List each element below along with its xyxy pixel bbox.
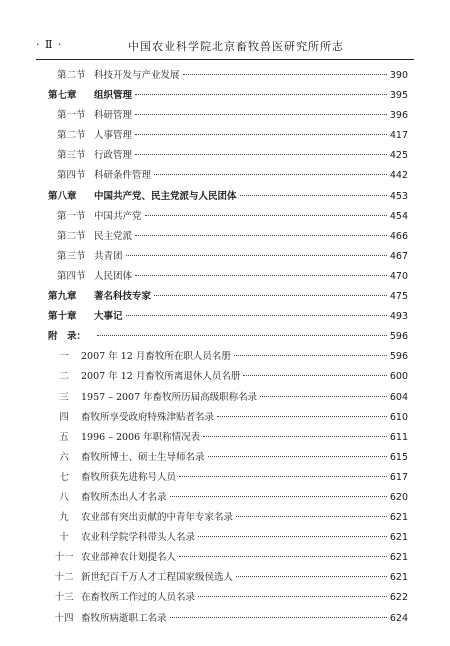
toc-entry-page: 615 [389,451,408,463]
toc-entry-page: 604 [389,391,408,403]
toc-entry [48,409,408,429]
toc-entry-title: 中国共产党、民主党派与人民团体 [94,190,237,202]
toc-entry-title: 中国共产党 [94,210,142,222]
toc-entry-number: 六 [59,451,69,463]
toc-entry [48,389,408,409]
dot-leader [145,215,387,216]
running-title: 中国农业科学院北京畜牧兽医研究所所志 [128,40,344,53]
dot-leader [154,174,387,175]
dot-leader [203,436,387,437]
toc-entry [48,569,408,589]
toc-entry-title: 组织管理 [94,90,133,102]
dot-leader [183,74,387,75]
dot-leader [236,516,387,517]
toc-entry [48,449,408,469]
toc-entry-number: 第三节 [57,150,86,162]
toc-entry-number: 第四节 [57,170,86,182]
dot-leader [135,114,387,115]
toc-entry [48,248,408,268]
toc-entry-title: 共青团 [94,250,123,262]
toc-entry-page: 442 [389,170,408,182]
toc-entry-page: 493 [389,311,408,323]
toc-entry [48,67,408,87]
toc-entry [48,348,408,368]
toc-entry [48,107,408,127]
dot-leader [154,295,387,296]
toc-entry-number: 十四 [54,612,74,624]
toc-entry-number: 第四节 [57,270,86,282]
page-number: · Ⅱ · [36,38,63,51]
toc-entry-page: 466 [389,230,408,242]
toc-entry [48,308,408,328]
table-of-contents [48,67,408,630]
toc-entry [48,87,408,107]
toc-entry [48,469,408,489]
toc-entry-title: 2007 年 12 月畜牧所在职人员名册 [81,351,231,363]
toc-entry-number: 第八章 [48,190,77,202]
toc-entry-number: 十二 [54,572,74,584]
toc-entry-number: 第二节 [57,230,86,242]
toc-entry [48,489,408,509]
toc-entry [48,228,408,248]
toc-entry-page: 621 [389,532,408,544]
dot-leader [170,617,387,618]
dot-leader [170,496,387,497]
dot-leader [126,255,387,256]
dot-leader [243,375,387,376]
toc-entry-number: 第九章 [48,291,77,303]
dot-leader [198,596,387,597]
toc-entry-page: 617 [389,471,408,483]
toc-entry-number: 二 [59,371,69,383]
toc-entry [48,328,408,348]
toc-entry-page: 417 [389,130,408,142]
toc-entry-title: 畜牧所享受政府特殊津贴者名录 [81,411,215,423]
toc-entry-title: 畜牧所获先进称号人员 [81,471,177,483]
dot-leader [126,315,387,316]
toc-entry-title: 民主党派 [94,230,133,242]
toc-entry-page: 624 [389,612,408,624]
toc-entry-title: 畜牧所杰出人才名录 [81,491,167,503]
toc-entry-page: 600 [389,371,408,383]
toc-entry-title: 农业部有突出贡献的中青年专家名录 [81,512,234,524]
toc-entry-number: 第一节 [57,110,86,122]
toc-entry [48,589,408,609]
toc-entry-page: 454 [389,210,408,222]
dot-leader [234,355,387,356]
toc-entry-title: 畜牧所博士、硕士生导师名录 [81,451,205,463]
dot-leader [236,576,387,577]
dot-leader [208,456,387,457]
toc-entry-number: 五 [59,431,69,443]
toc-entry-number: 十三 [54,592,74,604]
toc-entry-page: 596 [389,351,408,363]
toc-entry [48,188,408,208]
toc-entry [48,147,408,167]
toc-entry-title: 科研管理 [94,110,133,122]
toc-entry-page: 396 [389,110,408,122]
dot-leader [135,134,387,135]
dot-leader [135,235,387,236]
toc-entry-title: 1957 – 2007 年畜牧所历届高级职称名录 [81,391,258,403]
toc-entry-number: 九 [59,512,69,524]
dot-leader [135,275,387,276]
toc-entry-page: 621 [389,572,408,584]
toc-entry-page: 395 [389,90,408,102]
toc-entry-page: 596 [389,331,408,343]
toc-entry-page: 453 [389,190,408,202]
toc-entry-title: 农业科学院学科带头人名录 [81,532,196,544]
toc-entry [48,208,408,228]
dot-leader [179,476,387,477]
toc-entry-title: 在畜牧所工作过的人员名录 [81,592,196,604]
dot-leader [97,335,387,336]
dot-leader [198,536,387,537]
toc-entry-title: 科研条件管理 [94,170,152,182]
toc-entry-page: 475 [389,291,408,303]
toc-entry-number: 第二节 [57,70,86,81]
toc-entry-number: 第三节 [57,250,86,262]
toc-entry-title: 新世纪百千万人才工程国家级侯选人 [81,572,234,584]
toc-entry [48,529,408,549]
toc-entry-title: 著名科技专家 [94,291,152,303]
toc-entry-page: 425 [389,150,408,162]
toc-entry-number: 七 [59,471,69,483]
toc-entry-title: 2007 年 12 月畜牧所离退休人员名册 [81,371,241,383]
toc-entry [48,549,408,569]
dot-leader [135,94,387,95]
toc-entry [48,268,408,288]
toc-entry-number: 第七章 [48,90,77,102]
dot-leader [135,154,387,155]
toc-entry [48,429,408,449]
toc-entry-number: 八 [59,491,69,503]
toc-entry-number: 一 [59,351,69,363]
toc-entry [48,509,408,529]
toc-entry [48,288,408,308]
toc-entry [48,368,408,388]
toc-entry-page: 622 [389,592,408,604]
toc-entry [48,127,408,147]
toc-entry-title: 人民团体 [94,270,133,282]
toc-entry-number: 第二节 [57,130,86,142]
toc-entry-number: 附 录： [48,331,87,343]
toc-entry-number: 十 [59,532,69,544]
toc-entry-title: 农业部神农计划提名人 [81,552,177,564]
toc-entry [48,167,408,187]
toc-entry-title: 行政管理 [94,150,133,162]
toc-entry-page: 621 [389,552,408,564]
toc-entry-page: 467 [389,250,408,262]
toc-entry-page: 621 [389,512,408,524]
toc-entry-title: 大事记 [94,311,123,323]
toc-entry-number: 十一 [54,552,74,564]
toc-entry-page: 611 [389,431,408,443]
dot-leader [240,195,387,196]
toc-entry-page: 470 [389,270,408,282]
toc-entry-page: 610 [389,411,408,423]
dot-leader [260,396,387,397]
toc-entry-page: 620 [389,491,408,503]
dot-leader [179,556,387,557]
header-rule [36,59,414,60]
toc-entry-title: 人事管理 [94,130,133,142]
toc-entry-page: 390 [389,70,408,81]
toc-entry-number: 第一节 [57,210,86,222]
running-header [36,38,414,56]
toc-entry-title: 1996 – 2006 年职称情况表 [81,431,201,443]
toc-entry-number: 第十章 [48,311,77,323]
dot-leader [217,416,387,417]
toc-entry-number: 三 [59,391,69,403]
toc-entry [48,610,408,630]
toc-entry-number: 四 [59,411,69,423]
toc-entry-title: 科技开发与产业发展 [94,70,180,81]
toc-entry-title: 畜牧所病逝职工名录 [81,612,167,624]
